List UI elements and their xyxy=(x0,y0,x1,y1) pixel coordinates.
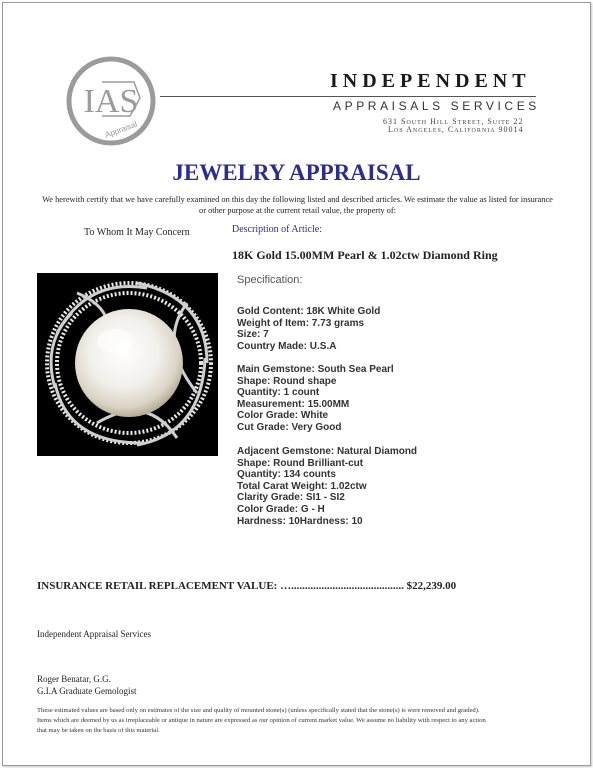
specification-label: Specification: xyxy=(237,274,303,286)
signer-title: G.I.A Graduate Gemologist xyxy=(37,686,137,696)
spec-line: Cut Grade: Very Good xyxy=(237,421,342,433)
spec-line: Shape: Round Brilliant-cut xyxy=(237,457,364,469)
description-label: Description of Article: xyxy=(232,224,322,235)
disclaimer: These estimated values are based only on estimates of the size and quality of mounted stone(s) (unless specifically stated that the stone(s) is were removed and graded). Items which are deemed by us as irreplaceable or antique in nature are expressed as our opinion of current market value. We assume no liability with respect to any action that may be taken on the basis of this material. xyxy=(37,707,486,734)
logo-subtext: Appraisal xyxy=(103,119,139,140)
company-subtitle: APPRAISALS SERVICES xyxy=(333,99,540,113)
document-title: JEWELRY APPRAISAL xyxy=(172,160,421,185)
spec-line: Color Grade: White xyxy=(237,410,329,422)
intro-text: We herewith certify that we have carefully examined on this day the following listed and described articles. We estimate the value as listed for insurance or other purpose at the current retail value, the property of: xyxy=(42,195,553,215)
logo-text: IAS xyxy=(83,83,139,120)
spec-line: Measurement: 15.00MM xyxy=(237,398,350,410)
spec-line: Main Gemstone: South Sea Pearl xyxy=(237,364,394,375)
spec-line: Hardness: 10Hardness: 10 xyxy=(237,515,363,527)
signer-name: Roger Benatar, G.G. xyxy=(37,674,111,684)
spec-line: Quantity: 134 counts xyxy=(237,469,336,481)
ias-logo xyxy=(64,54,158,148)
spec-line: Shape: Round shape xyxy=(237,375,337,387)
recipient: To Whom It May Concern xyxy=(84,227,190,238)
address-line-2: Los Angeles, California 90014 xyxy=(388,125,524,134)
ring-photo xyxy=(37,273,218,456)
spec-group-adjacent-gemstone xyxy=(237,446,417,527)
spec-group-main-gemstone xyxy=(237,364,394,434)
spec-line: Clarity Grade: SI1 - SI2 xyxy=(237,492,345,504)
footer-company: Independent Appraisal Services xyxy=(37,629,151,639)
pearl xyxy=(75,309,183,417)
spec-line: Adjacent Gemstone: Natural Diamond xyxy=(237,446,418,457)
header-rule xyxy=(160,96,536,97)
article-title: 18K Gold 15.00MM Pearl & 1.02ctw Diamond Ring xyxy=(232,248,498,262)
insurance-value: INSURANCE RETAIL REPLACEMENT VALUE: …......................................... $22,239.00 xyxy=(37,580,457,592)
spec-line: Gold Content: 18K White Gold xyxy=(237,306,381,317)
spec-line: Total Carat Weight: 1.02ctw xyxy=(237,480,367,492)
spec-line: Weight of Item: 7.73 grams xyxy=(237,317,365,329)
spec-line: Quantity: 1 count xyxy=(237,387,320,399)
spec-group-metal xyxy=(237,306,380,352)
spec-line: Country Made: U.S.A xyxy=(237,340,337,352)
spec-line: Color Grade: G - H xyxy=(237,503,325,515)
spec-line: Size: 7 xyxy=(237,329,269,341)
company-name: INDEPENDENT xyxy=(330,70,531,92)
address-line-1: 631 South Hill Street, Suite 22 xyxy=(383,117,524,126)
